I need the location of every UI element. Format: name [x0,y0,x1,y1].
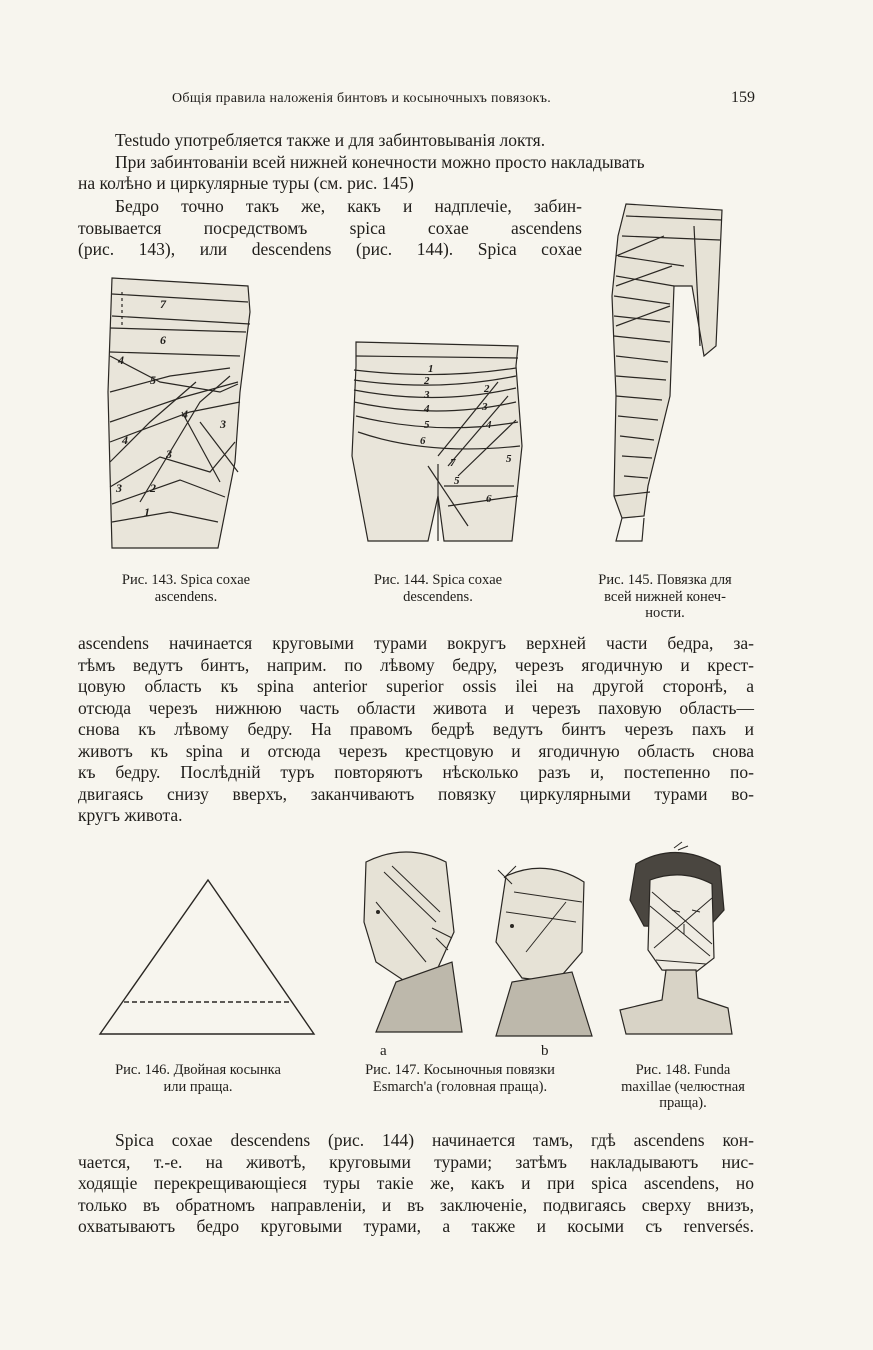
band-number: 6 [420,435,426,447]
figure-145-caption [572,572,758,622]
text-line: тѣмъ ведутъ бинтъ, наприм. по лѣвому бедру, черезъ ягодичную и крест- [78,654,754,675]
page-number: 159 [731,89,755,106]
figure-147-label-a: a [380,1043,387,1059]
text-line: чается, т.-е. на животѣ, круговыми турами; затѣмъ накладываютъ нис- [78,1151,754,1172]
text-line: животъ къ spina и отсюда черезъ крестцовую и ягодичную область снова [78,740,754,761]
caption-line: ности. [645,605,685,621]
figure-147-label-b: b [541,1043,549,1059]
figure-146-caption [84,1062,312,1095]
figure-148-caption [600,1062,766,1112]
paragraph-1 [78,130,754,195]
caption-line: Рис. 146. Двойная косынка [115,1062,281,1078]
text-line: отсюда черезъ нижнюю часть области живота и черезъ паховую область— [78,697,754,718]
figure-147-caption [328,1062,592,1095]
band-number: 3 [220,417,226,431]
band-number: 3 [166,447,172,461]
band-number: 5 [506,453,512,465]
text-line: на колѣно и циркулярные туры (см. рис. 145) [78,173,414,193]
text-line: При забинтованіи всей нижней конечности можно просто накладывать [115,151,645,172]
band-number: 4 [118,353,124,367]
text-line: къ бедру. Послѣдній туръ повторяютъ нѣсколько разъ и, постепенно по- [78,762,754,782]
text-line: снова къ лѣвому бедру. На правомъ бедрѣ ведутъ бинтъ черезъ пахъ и [78,719,754,739]
band-number: 1 [428,363,434,375]
band-number: 4 [122,433,128,447]
band-number: 6 [160,333,166,347]
figure-147-esmarch-head-slings [336,842,596,1038]
caption-line: Esmarch'a (головная праща). [372,1078,548,1095]
figure-146-double-triangle-bandage [96,874,320,1038]
figure-148-funda-maxillae [616,840,736,1036]
caption-line: праща). [659,1095,707,1111]
text-line: ascendens начинается круговыми турами вокругъ верхней части бедра, за- [78,633,754,653]
figure-143-caption [86,572,286,605]
band-number: 4 [486,419,492,431]
figure-145-whole-leg-bandage [604,196,734,546]
paragraph-3 [78,633,754,827]
paragraph-2 [78,196,582,261]
band-number: 2 [424,375,430,387]
band-number: 1 [144,505,150,519]
text-line: охватываютъ бедро круговыми турами, а также и косыми съ renversés. [78,1216,754,1236]
paragraph-4 [78,1130,754,1238]
figure-143-spica-ascendens [100,272,260,552]
band-number: 3 [424,389,430,401]
text-line: двигаясь снизу вверхъ, заканчиваютъ повязку циркулярными турами во- [78,783,754,804]
text-line: Testudo употребляется также и для забинтовыванія локтя. [115,130,546,150]
caption-line: всей нижней конеч- [604,588,726,605]
caption-line: Рис. 148. Funda [635,1062,731,1078]
band-number: 5 [424,419,430,431]
band-number: 3 [482,401,488,413]
text-line: (рис. 143), или descendens (рис. 144). Spica coxae [78,239,582,259]
caption-line: Рис. 147. Косыночныя повязки [365,1062,555,1078]
band-number: 6 [486,493,492,505]
caption-line: ascendens. [154,588,218,605]
text-line: только въ обратномъ направленіи, и въ заключеніе, подвигаясь сверху внизъ, [78,1194,754,1215]
text-line: Spica coxae descendens (рис. 144) начинается тамъ, гдѣ ascendens кон- [115,1130,754,1150]
band-number: 4 [182,407,188,421]
band-number: 7 [450,457,456,469]
caption-line: Рис. 144. Spica coxae [373,572,503,588]
figure-144-spica-descendens [348,336,528,546]
band-number: 5 [150,373,156,387]
band-number: 7 [160,297,166,311]
caption-line: Рис. 143. Spica coxae [121,572,251,588]
band-number: 3 [116,481,122,495]
running-title: Общія правила наложенія бинтовъ и косыночныхъ повязокъ. [172,91,552,106]
text-line: ходящіе перекрещивающіеся туры такіе же, какъ и при spica ascendens, но [78,1173,754,1193]
caption-line: maxillae (челюстная [621,1078,745,1095]
caption-line: descendens. [403,588,473,605]
band-number: 4 [424,403,430,415]
text-line: кругъ живота. [78,805,183,825]
caption-line: или праща. [163,1078,233,1095]
band-number: 5 [454,475,460,487]
band-number: 2 [484,383,490,395]
text-line: Бедро точно такъ же, какъ и надплечіе, забин- [115,196,582,216]
text-line: товывается посредствомъ spica coxae ascendens [78,217,582,238]
band-number: 2 [150,481,156,495]
figure-144-caption [334,572,542,605]
caption-line: Рис. 145. Повязка для [598,572,732,588]
text-line: цовую область къ spina anterior superior ossis ilei на другой сторонѣ, а [78,676,754,696]
